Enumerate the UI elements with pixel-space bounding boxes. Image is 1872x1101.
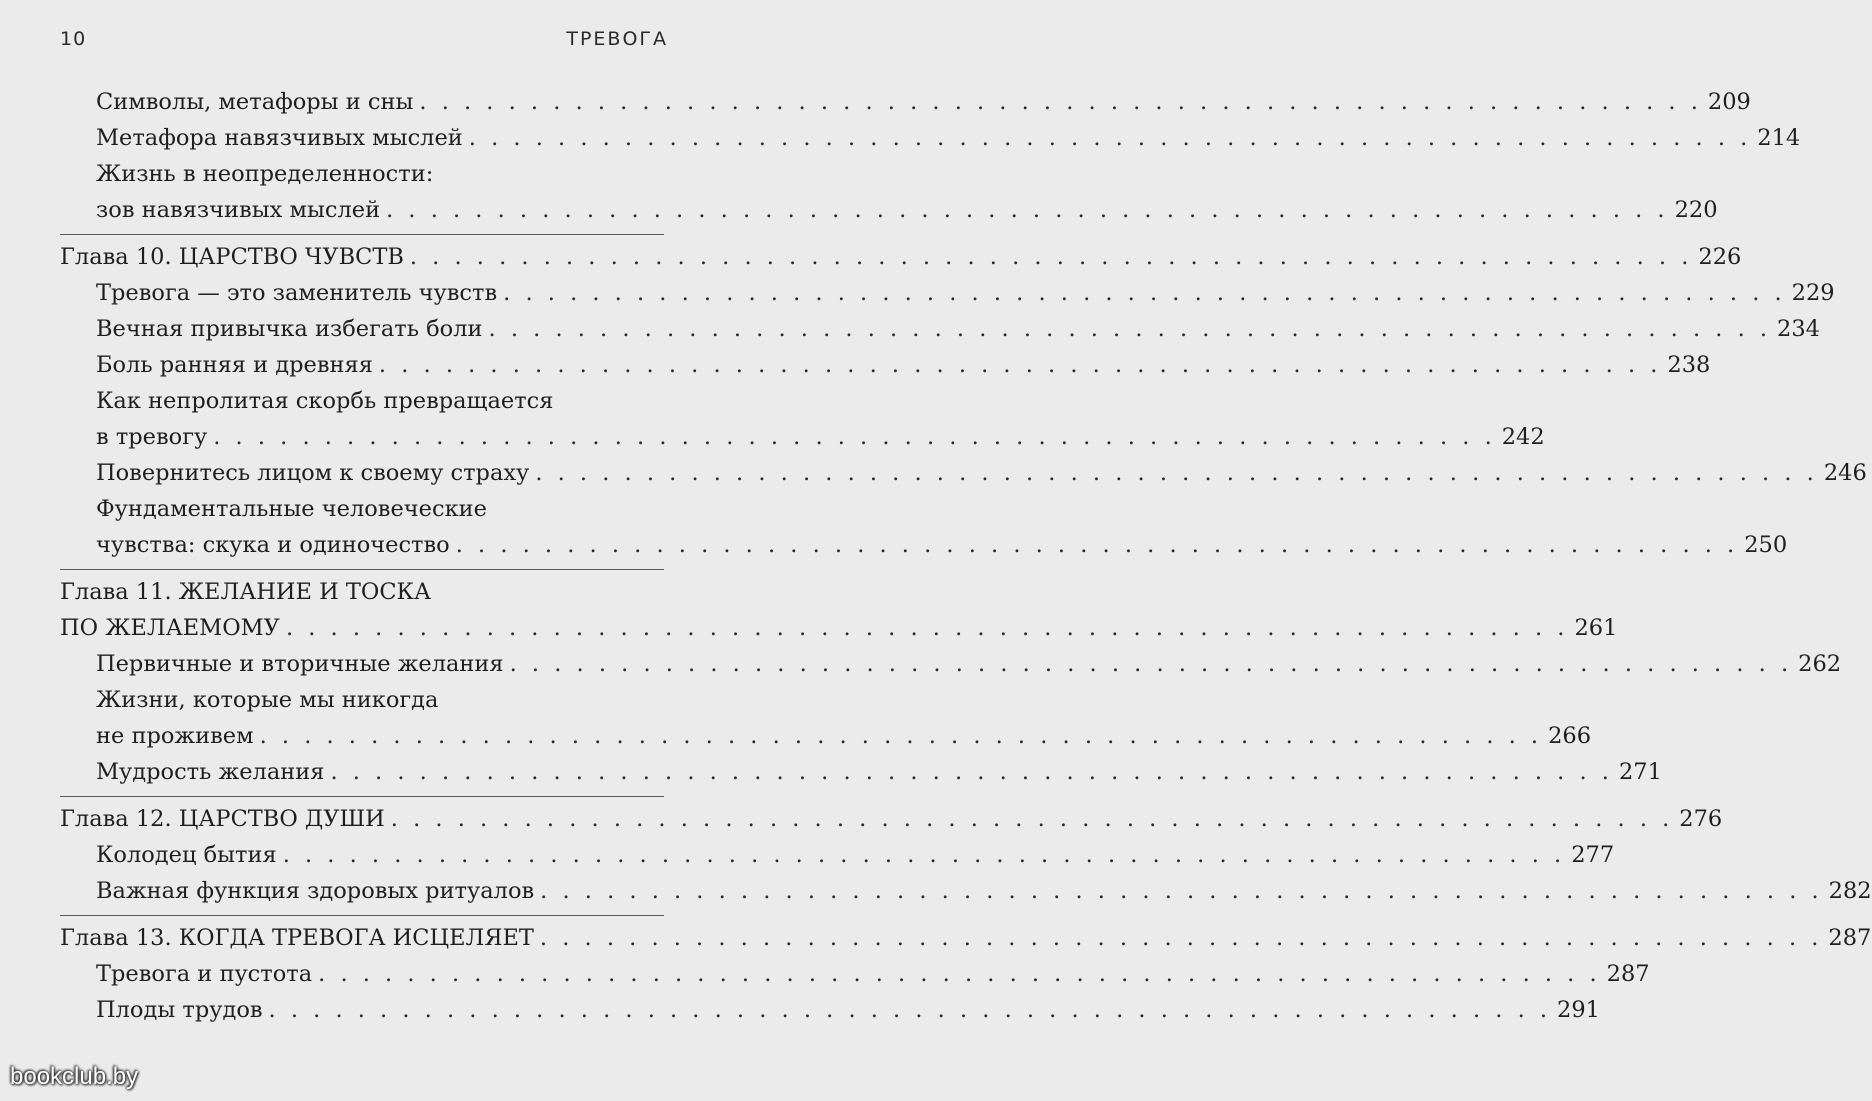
toc-entry-title: Метафора навязчивых мыслей	[96, 125, 463, 151]
table-of-contents	[0, 84, 1872, 1028]
toc-line	[96, 419, 1545, 455]
toc-page-number: 220	[1674, 197, 1718, 223]
dot-leader: . . . . . . . . . . . . . . . . . . . . . . . . . . . . . . . . . . . . . . . . . . . . . . . . . . . . . . . . . .	[409, 244, 1693, 270]
toc-page-number: 229	[1791, 280, 1835, 306]
toc-section-entry	[96, 275, 1835, 311]
toc-entry-title: Жизнь в неопределенности:	[96, 161, 434, 187]
dot-leader: . . . . . . . . . . . . . . . . . . . . . . . . . . . . . . . . . . . . . . . . . . . . . . . . . . . . . . . . . .	[318, 961, 1601, 987]
toc-page-number: 276	[1679, 806, 1723, 832]
toc-entry-title: Фундаментальные человеческие	[96, 496, 487, 522]
toc-entry-title: Колодец бытия	[96, 842, 277, 868]
toc-section-entry	[96, 84, 1751, 120]
dot-leader: . . . . . . . . . . . . . . . . . . . . . . . . . . . . . . . . . . . . . . . . . . . . . . . . . . . . . . . . . .	[390, 806, 1674, 832]
toc-line	[96, 682, 664, 718]
toc-entry-title: Жизни, которые мы никогда	[96, 687, 439, 713]
toc-entry-title: Глава 12. ЦАРСТВО ДУШИ	[60, 806, 385, 832]
toc-page-number: 246	[1823, 460, 1867, 486]
toc-entry-title: чувства: скука и одиночество	[96, 532, 450, 558]
toc-section-entry	[96, 156, 1718, 228]
toc-entry-title: Боль ранняя и древняя	[96, 352, 373, 378]
toc-page-number: 261	[1574, 615, 1618, 641]
dot-leader: . . . . . . . . . . . . . . . . . . . . . . . . . . . . . . . . . . . . . . . . . . . . . . . . . . . . . . . . . .	[268, 997, 1552, 1023]
toc-page-number: 266	[1548, 723, 1592, 749]
toc-page-number: 291	[1557, 997, 1600, 1023]
toc-chapter-entry	[60, 234, 1742, 275]
dot-leader: . . . . . . . . . . . . . . . . . . . . . . . . . . . . . . . . . . . . . . . . . . . . . . . . . . . . . . . . . .	[468, 125, 1752, 151]
toc-page-number: 262	[1798, 651, 1842, 677]
toc-entry-title: Глава 10. ЦАРСТВО ЧУВСТВ	[60, 244, 404, 270]
toc-section-entry	[96, 646, 1842, 682]
dot-leader: . . . . . . . . . . . . . . . . . . . . . . . . . . . . . . . . . . . . . . . . . . . . . . . . . . . . . . . . . .	[213, 424, 1496, 450]
toc-line	[96, 120, 1801, 156]
toc-page-number: 226	[1698, 244, 1742, 270]
toc-line	[96, 275, 1835, 311]
toc-entry-title: в тревогу	[96, 424, 208, 450]
toc-entry-title: Повернитесь лицом к своему страху	[96, 460, 530, 486]
toc-page-number: 250	[1744, 532, 1788, 558]
toc-section-entry	[96, 455, 1867, 491]
dot-leader: . . . . . . . . . . . . . . . . . . . . . . . . . . . . . . . . . . . . . . . . . . . . . . . . . . . . . . . . . .	[330, 759, 1613, 785]
toc-line	[96, 992, 1600, 1028]
dot-leader: . . . . . . . . . . . . . . . . . . . . . . . . . . . . . . . . . . . . . . . . . . . . . . . . . . . . . . . . . .	[285, 615, 1569, 641]
toc-page-number: 282	[1828, 878, 1872, 904]
toc-section-entry	[96, 347, 1711, 383]
toc-entry-title: Тревога — это заменитель чувств	[96, 280, 498, 306]
toc-line	[60, 801, 1723, 837]
toc-line	[96, 718, 1592, 754]
toc-page-number: 242	[1501, 424, 1545, 450]
toc-line	[96, 956, 1650, 992]
toc-chapter-entry	[60, 796, 1723, 837]
dot-leader: . . . . . . . . . . . . . . . . . . . . . . . . . . . . . . . . . . . . . . . . . . . . . . . . . . . . . . . . . .	[282, 842, 1566, 868]
toc-page-number: 277	[1571, 842, 1615, 868]
toc-page-number: 287	[1828, 925, 1872, 951]
toc-entry-title: зов навязчивых мыслей	[96, 197, 381, 223]
toc-line	[60, 610, 1618, 646]
dot-leader: . . . . . . . . . . . . . . . . . . . . . . . . . . . . . . . . . . . . . . . . . . . . . . . . . . . . . . . . . .	[488, 316, 1772, 342]
toc-page-number: 271	[1618, 759, 1662, 785]
toc-chapter-entry	[60, 915, 1872, 956]
running-title: ТРЕВОГА	[566, 28, 668, 50]
dot-leader: . . . . . . . . . . . . . . . . . . . . . . . . . . . . . . . . . . . . . . . . . . . . . . . . . . . . . . . . . .	[535, 460, 1818, 486]
page-number: 10	[60, 28, 87, 50]
toc-section-entry	[96, 682, 1592, 754]
toc-line	[96, 646, 1842, 682]
toc-entry-title: ПО ЖЕЛАЕМОМУ	[60, 615, 280, 641]
toc-entry-title: Глава 13. КОГДА ТРЕВОГА ИСЦЕЛЯЕТ	[60, 925, 534, 951]
toc-page-number: 234	[1777, 316, 1820, 342]
toc-page-number: 209	[1707, 89, 1751, 115]
dot-leader: . . . . . . . . . . . . . . . . . . . . . . . . . . . . . . . . . . . . . . . . . . . . . . . . . . . . . . . . . .	[259, 723, 1543, 749]
dot-leader: . . . . . . . . . . . . . . . . . . . . . . . . . . . . . . . . . . . . . . . . . . . . . . . . . . . . . . . . . .	[455, 532, 1739, 558]
toc-line	[96, 754, 1662, 790]
toc-section-entry	[96, 311, 1820, 347]
dot-leader: . . . . . . . . . . . . . . . . . . . . . . . . . . . . . . . . . . . . . . . . . . . . . . . . . . . . . . . . . .	[503, 280, 1786, 306]
toc-line	[96, 383, 664, 419]
toc-page-number: 287	[1606, 961, 1650, 987]
watermark: bookclub.by	[10, 1063, 139, 1090]
toc-line	[96, 192, 1718, 228]
toc-entry-title: Символы, метафоры и сны	[96, 89, 414, 115]
toc-entry-title: Как непролитая скорбь превращается	[96, 388, 554, 414]
toc-line	[96, 837, 1615, 873]
toc-line	[96, 491, 664, 527]
toc-section-entry	[96, 120, 1801, 156]
toc-line	[96, 873, 1872, 909]
toc-line	[96, 84, 1751, 120]
toc-entry-title: Первичные и вторичные желания	[96, 651, 504, 677]
toc-entry-title: Важная функция здоровых ритуалов	[96, 878, 535, 904]
toc-line	[96, 347, 1711, 383]
toc-section-entry	[96, 491, 1788, 563]
toc-line	[60, 239, 1742, 275]
toc-line	[60, 920, 1872, 956]
toc-section-entry	[96, 992, 1600, 1028]
toc-entry-title: Вечная привычка избегать боли	[96, 316, 483, 342]
toc-entry-title: Глава 11. ЖЕЛАНИЕ И ТОСКА	[60, 579, 432, 605]
toc-page-number: 238	[1667, 352, 1711, 378]
toc-section-entry	[96, 383, 1545, 455]
toc-section-entry	[96, 956, 1650, 992]
dot-leader: . . . . . . . . . . . . . . . . . . . . . . . . . . . . . . . . . . . . . . . . . . . . . . . . . . . . . . . . . .	[509, 651, 1793, 677]
dot-leader: . . . . . . . . . . . . . . . . . . . . . . . . . . . . . . . . . . . . . . . . . . . . . . . . . . . . . . . . . .	[386, 197, 1669, 223]
toc-line	[96, 455, 1867, 491]
toc-line	[60, 574, 664, 610]
dot-leader: . . . . . . . . . . . . . . . . . . . . . . . . . . . . . . . . . . . . . . . . . . . . . . . . . . . . . . . . . .	[378, 352, 1662, 378]
toc-line	[96, 311, 1820, 347]
dot-leader: . . . . . . . . . . . . . . . . . . . . . . . . . . . . . . . . . . . . . . . . . . . . . . . . . . . . . . . . . .	[419, 89, 1702, 115]
toc-section-entry	[96, 754, 1662, 790]
toc-entry-title: Тревога и пустота	[96, 961, 313, 987]
toc-entry-title: Мудрость желания	[96, 759, 325, 785]
toc-section-entry	[96, 837, 1615, 873]
toc-chapter-entry	[60, 569, 1618, 646]
dot-leader: . . . . . . . . . . . . . . . . . . . . . . . . . . . . . . . . . . . . . . . . . . . . . . . . . . . . . . . . . .	[539, 925, 1823, 951]
toc-entry-title: не проживем	[96, 723, 254, 749]
toc-section-entry	[96, 873, 1872, 909]
dot-leader: . . . . . . . . . . . . . . . . . . . . . . . . . . . . . . . . . . . . . . . . . . . . . . . . . . . . . . . . . .	[540, 878, 1823, 904]
toc-entry-title: Плоды трудов	[96, 997, 263, 1023]
toc-line	[96, 527, 1788, 563]
toc-page-number: 214	[1757, 125, 1801, 151]
toc-line	[96, 156, 664, 192]
